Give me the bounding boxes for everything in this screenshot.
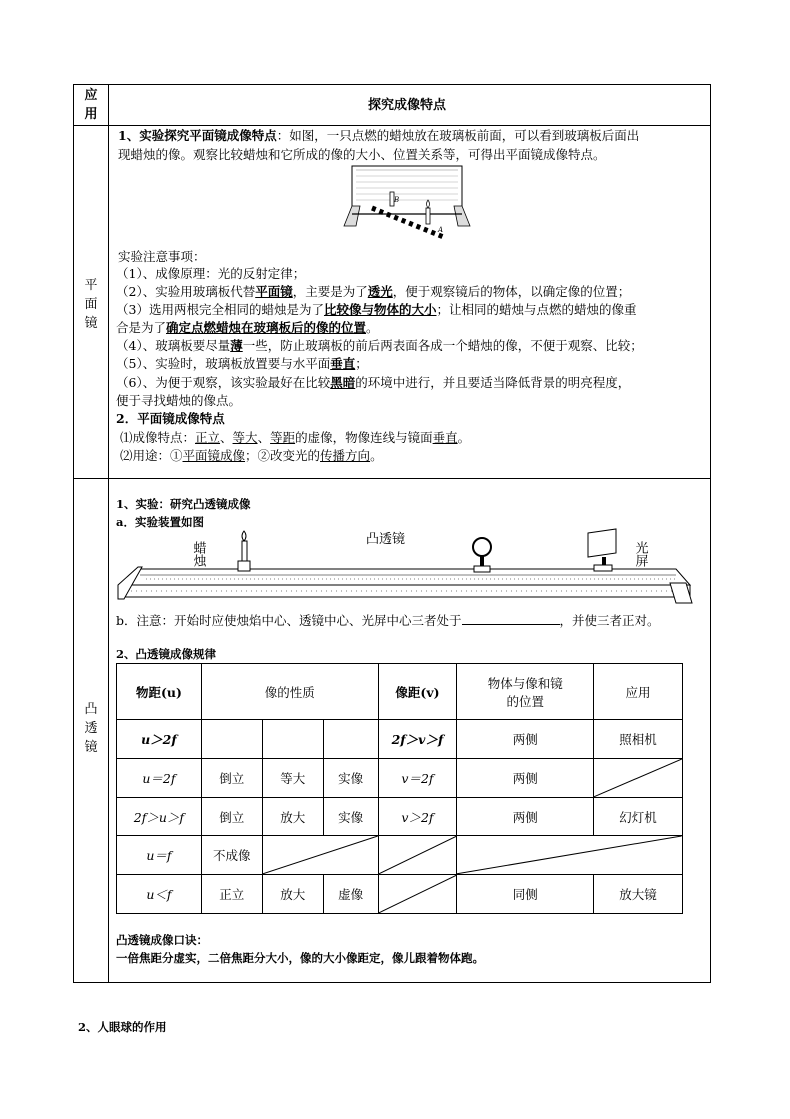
plane-p1-line2: 现蜡烛的像。观察比较蜡烛和它所成的像的大小、位置关系等，可得出平面镜成像特点。 xyxy=(118,147,606,162)
cell-r0-use: 照相机 xyxy=(594,720,683,759)
n5a: （5）、实验时，玻璃板放置要与水平面 xyxy=(116,356,331,371)
fig-screen-label: 光屏 xyxy=(632,541,648,567)
c2e: 。 xyxy=(370,448,383,463)
c1b: 正立 xyxy=(195,430,221,445)
cell-r4-empty-v xyxy=(378,875,457,914)
convex-side-label xyxy=(78,700,104,757)
cell-r0-1 xyxy=(201,720,262,759)
mnemonic-title: 凸透镜成像口诀： xyxy=(116,933,208,947)
cell-r1-use-empty xyxy=(594,758,683,797)
cell-r1-pos: 两侧 xyxy=(457,758,594,797)
n3a: （3）选用两根完全相同的蜡烛是为了 xyxy=(116,302,324,317)
n2b: 平面镜 xyxy=(255,284,293,299)
plane-section-2: 2．平面镜成像特点 xyxy=(116,411,225,426)
plane-note-5 xyxy=(116,355,368,373)
plane-side-label xyxy=(78,276,104,333)
plane-note-6 xyxy=(116,374,630,392)
cell-r3-1: 不成像 xyxy=(201,836,262,875)
row-divider-plane xyxy=(73,478,711,479)
cell-r2-3: 实像 xyxy=(323,797,378,836)
cell-r2-v: v＞2f xyxy=(378,797,457,836)
convex-eb xyxy=(116,611,660,630)
cell-r4-2: 放大 xyxy=(262,875,323,914)
fig-candle-label: 蜡烛 xyxy=(190,541,206,567)
cell-r1-1: 倒立 xyxy=(201,758,262,797)
n3e: 确定点燃蜡烛在玻璃板后的像的位置 xyxy=(166,320,367,335)
n6b: 黑暗 xyxy=(330,375,356,390)
cell-r0-3 xyxy=(323,720,378,759)
header-col2: 探究成像特点 xyxy=(368,98,447,113)
eb2-text: ，并使三者正对。 xyxy=(559,613,660,628)
c2d: 传播方向 xyxy=(320,448,371,463)
n6a: （6）、为便于观察，该实验最好在比较 xyxy=(116,375,331,390)
c1e: 、 xyxy=(257,430,271,445)
plane-note-4 xyxy=(116,337,643,355)
n2e: ，便于观察镜后的物体，以确定像的位置； xyxy=(392,284,631,299)
c1h: 垂直 xyxy=(432,430,458,445)
slash-mark xyxy=(379,836,457,874)
cell-r0-v: 2f＞v＞f xyxy=(378,720,457,759)
fig-label-b: B xyxy=(394,196,400,204)
c2c: ；②改变光的 xyxy=(245,448,321,463)
th-u: 物距(u) xyxy=(117,664,202,720)
c1c: 、 xyxy=(220,430,233,445)
convex-ea: a．实验装置如图 xyxy=(116,515,204,529)
plane-p1-line1 xyxy=(118,127,639,145)
cell-r2-2: 放大 xyxy=(262,797,323,836)
plane-p1-text: ：如图，一只点燃的蜡烛放在玻璃板前面，可以看到玻璃板后面出 xyxy=(276,128,640,143)
cell-r1-2: 等大 xyxy=(262,758,323,797)
lens-rules-table xyxy=(116,663,683,914)
header-col1-text: 应用 xyxy=(84,88,98,122)
n4b: 薄 xyxy=(230,338,243,353)
th-image: 像的性质 xyxy=(201,664,378,720)
cell-r1-v: v＝2f xyxy=(378,758,457,797)
plane-note-3b xyxy=(116,319,379,337)
n2a: （2）、实验用玻璃板代替 xyxy=(116,284,256,299)
cell-r3-empty-b xyxy=(457,836,683,875)
c1i: 。 xyxy=(457,430,471,445)
th-position-b: 的位置 xyxy=(506,693,545,709)
cell-r0-pos: 两侧 xyxy=(457,720,594,759)
footer-heading: 2、人眼球的作用 xyxy=(78,1020,167,1034)
n4c: 一些，防止玻璃板的前后两表面各成一个蜡烛的像，不便于观察、比较； xyxy=(242,338,643,353)
row-divider-header xyxy=(73,125,711,126)
mnemonic-text: 一倍焦距分虚实，二倍焦距分大小，像的大小像距定，像儿跟着物体跑。 xyxy=(116,951,484,965)
c2a: ⑵用途：① xyxy=(120,448,183,463)
slash-mark xyxy=(263,836,378,874)
slash-mark xyxy=(379,875,457,913)
header-col1 xyxy=(77,86,105,124)
blank-line xyxy=(462,611,560,625)
n5c: ； xyxy=(355,356,368,371)
cell-r4-1: 正立 xyxy=(201,875,262,914)
n3b: 比较像与物体的大小 xyxy=(323,302,437,317)
c1g: 的虚像，物像连线与镜面 xyxy=(295,430,433,445)
plane-notes-title: 实验注意事项： xyxy=(118,249,206,264)
convex-e1: 1、实验：研究凸透镜成像 xyxy=(116,497,251,511)
plane-note-3 xyxy=(116,301,637,319)
n5b: 垂直 xyxy=(330,356,356,371)
convex-s2: 2、凸透镜成像规律 xyxy=(116,647,217,661)
cell-r3-empty-v xyxy=(378,836,457,875)
n2d: 透光 xyxy=(367,284,393,299)
plane-char-1 xyxy=(120,429,470,447)
fig-label-a: A xyxy=(438,226,444,234)
cell-r2-u: 2f＞u＞f xyxy=(117,797,202,836)
cell-r4-pos: 同侧 xyxy=(457,875,594,914)
th-position-a: 物体与像和镜 xyxy=(487,675,563,691)
cell-r2-use: 幻灯机 xyxy=(594,797,683,836)
cell-r2-pos: 两侧 xyxy=(457,797,594,836)
th-position xyxy=(457,664,594,720)
c1f: 等距 xyxy=(270,430,296,445)
cell-r1-3: 实像 xyxy=(323,758,378,797)
plane-note-2 xyxy=(116,283,630,301)
cell-r4-use: 放大镜 xyxy=(594,875,683,914)
optical-bench-figure xyxy=(116,527,694,613)
plane-char-2 xyxy=(120,447,383,465)
cell-r0-2 xyxy=(262,720,323,759)
plane-note-6b: 便于寻找蜡烛的像点。 xyxy=(116,393,242,408)
n6c: 的环境中进行，并且要适当降低背景的明亮程度， xyxy=(355,375,631,390)
cell-r3-u: u＝f xyxy=(117,836,202,875)
n3c: ；让相同的蜡烛与点燃的蜡烛的像重 xyxy=(436,302,637,317)
n3f: 。 xyxy=(366,320,379,335)
cell-r1-u: u＝2f xyxy=(117,758,202,797)
th-use: 应用 xyxy=(594,664,683,720)
eb-text: b．注意：开始时应使烛焰中心、透镜中心、光屏中心三者处于 xyxy=(116,613,462,628)
cell-r4-3: 虚像 xyxy=(323,875,378,914)
convex-side-text: 凸透镜 xyxy=(84,702,98,755)
cell-r0-u: u＞2f xyxy=(117,720,202,759)
n4a: （4）、玻璃板要尽量 xyxy=(116,338,231,353)
plane-p1-title: 1、实验探究平面镜成像特点 xyxy=(118,128,277,143)
c1a: ⑴成像特点： xyxy=(120,430,196,445)
cell-r4-u: u＜f xyxy=(117,875,202,914)
c1d: 等大 xyxy=(232,430,258,445)
column-divider xyxy=(108,84,109,983)
c2b: 平面镜成像 xyxy=(182,448,246,463)
plane-side-text: 平面镜 xyxy=(84,278,98,331)
cell-r3-empty-a xyxy=(262,836,378,875)
slash-mark xyxy=(457,836,682,874)
n3d: 合是为了 xyxy=(116,320,167,335)
plane-note-1: （1）、成像原理：光的反射定律； xyxy=(116,266,306,281)
th-v: 像距(v) xyxy=(378,664,457,720)
slash-mark xyxy=(594,759,682,797)
plane-mirror-figure xyxy=(342,164,472,240)
n2c: ，主要是为了 xyxy=(292,284,368,299)
fig-lens-label: 凸透镜 xyxy=(366,532,406,547)
cell-r2-1: 倒立 xyxy=(201,797,262,836)
